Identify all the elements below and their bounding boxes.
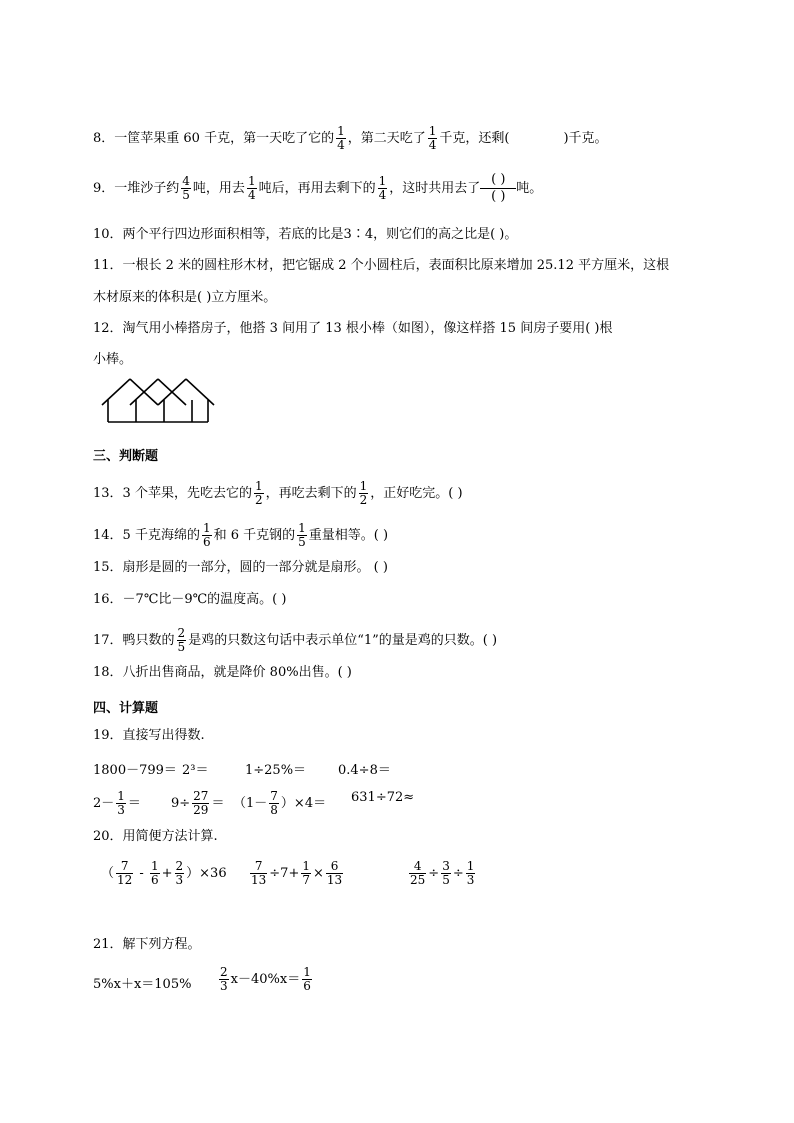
q20-expr-2: $\frac{7}{13}$ ÷7+ $\frac{1}{7}$ × $\frac{6}{13}$ (251, 859, 343, 887)
question-15: 15．扇形是圆的一部分，圆的一部分就是扇形。 ( ) (93, 560, 388, 575)
question-9: 9．一堆沙子约 $\frac{4}{5}$ 吨，用去 $\frac{1}{4}$ 吨后，再用去剩下的 $\frac{1}{4}$ ，这时共用去了 ( ) ( ) 吨。 (93, 172, 543, 204)
fraction: $\frac{1}{6}$ (202, 521, 211, 549)
question-12-line2: 小棒。 (93, 352, 133, 367)
question-8: 8．一筐苹果重 60 千克，第一天吃了它的 $\frac{1}{4}$ ，第二天吃了 $\frac{1}{4}$ 千克，还剩( )千克。 (93, 124, 608, 152)
q20-expr-3: $\frac{4}{25}$ ÷ $\frac{3}{5}$ ÷ $\frac{1}{3}$ (410, 859, 475, 887)
question-10: 10．两个平行四边形面积相等，若底的比是3∶4，则它们的高之比是( )。 (93, 227, 518, 242)
question-19: 19．直接写出得数. (93, 728, 205, 743)
fraction: $\frac{1}{4}$ (337, 124, 345, 152)
question-17: 17．鸭只数的 $\frac{2}{5}$ 是鸡的只数这句话中表示单位“1”的量是鸡的只数。( ) (93, 626, 498, 654)
q20-expr-1: （ $\frac{7}{12}$ - $\frac{1}{6}$ + $\frac{2}{3}$ ）×36 (101, 859, 227, 887)
q21-eq-1: 5%x＋x＝105% (93, 977, 192, 992)
question-14: 14．5 千克海绵的 $\frac{1}{6}$ 和 6 千克钢的 $\frac{1}{5}$ 重量相等。( ) (93, 521, 389, 549)
fraction: $\frac{1}{4}$ (247, 174, 256, 202)
question-16: 16．－7℃比－9℃的温度高。( ) (93, 592, 287, 607)
section-heading-judgement: 三、判断题 (93, 449, 159, 464)
question-20: 20．用简便方法计算. (93, 829, 218, 844)
question-18: 18．八折出售商品，就是降价 80%出售。( ) (93, 665, 352, 680)
fraction: $\frac{1}{2}$ (254, 479, 263, 507)
fraction: $\frac{2}{5}$ (177, 626, 186, 654)
fraction: $\frac{1}{4}$ (428, 124, 437, 152)
question-11-line2: 木材原来的体积是( )立方厘米。 (93, 290, 277, 305)
question-13: 13．3 个苹果，先吃去它的 $\frac{1}{2}$ ，再吃去剩下的 $\frac{1}{2}$ ，正好吃完。( ) (93, 479, 463, 507)
question-11-line1: 11．一根长 2 米的圆柱形木材，把它锯成 2 个小圆柱后，表面积比原来增加 25.12 平方厘米，这根 (93, 258, 670, 273)
question-12-line1: 12．淘气用小棒搭房子，他搭 3 间用了 13 根小棒（如图），像这样搭 15 间房子要用( )根 (93, 321, 613, 336)
fraction: $\frac{1}{5}$ (298, 521, 306, 549)
section-heading-calculation: 四、计算题 (93, 701, 159, 716)
answer-fraction-blank[interactable]: ( ) ( ) (480, 172, 516, 205)
fraction: $\frac{1}{2}$ (359, 479, 368, 507)
q21-eq-2: $\frac{2}{3}$ x－40%x＝ $\frac{1}{6}$ (220, 965, 311, 993)
question-21: 21．解下列方程。 (93, 937, 201, 952)
stick-houses-figure (100, 376, 220, 426)
fraction: $\frac{1}{4}$ (378, 174, 387, 202)
fraction: $\frac{4}{5}$ (182, 174, 190, 202)
